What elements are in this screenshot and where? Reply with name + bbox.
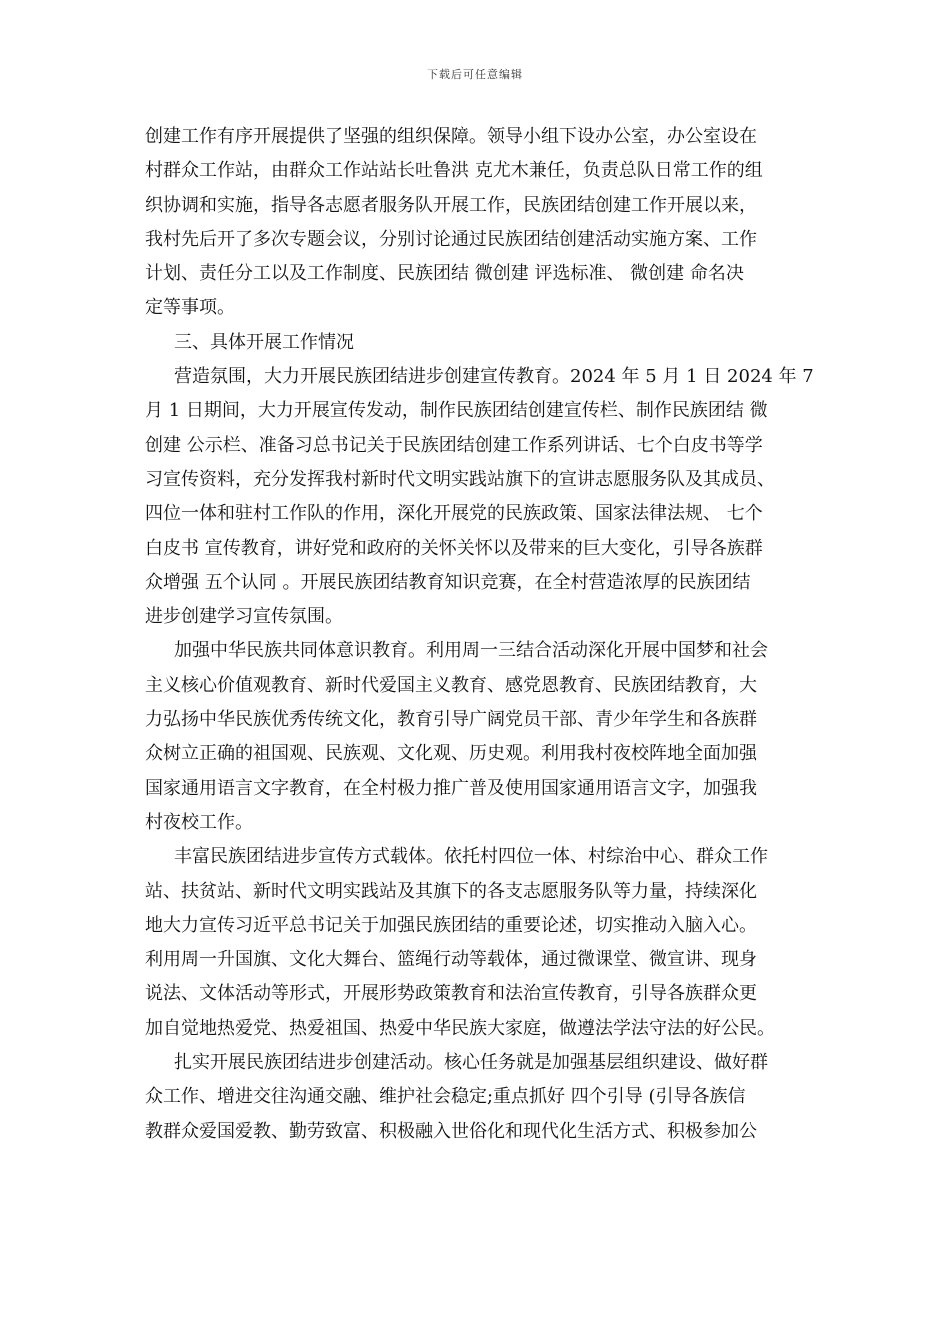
text-line: 加强中华民族共同体意识教育。利用周一三结合活动深化开展中国梦和社会 xyxy=(174,640,768,662)
text-line: 定等事项。 xyxy=(145,297,235,319)
text-line: 力弘扬中华民族优秀传统文化，教育引导广阔党员干部、青少年学生和各族群 xyxy=(145,709,757,731)
text-line: 习宣传资料，充分发挥我村新时代文明实践站旗下的宣讲志愿服务队及其成员、 xyxy=(145,468,775,490)
text-line: 加自觉地热爱党、热爱祖国、热爱中华民族大家庭，做遵法学法守法的好公民。 xyxy=(145,1017,775,1039)
text-line: 众增强 五个认同 。开展民族团结教育知识竞赛，在全村营造浓厚的民族团结 xyxy=(145,571,751,593)
text-line: 丰富民族团结进步宣传方式载体。依托村四位一体、村综治中心、群众工作 xyxy=(174,846,768,868)
text-line: 地大力宣传习近平总书记关于加强民族团结的重要论述，切实推动入脑入心。 xyxy=(145,914,757,936)
text-line: 村夜校工作。 xyxy=(145,811,253,833)
text-line: 四位一体和驻村工作队的作用，深化开展党的民族政策、国家法律法规、 七个 xyxy=(145,503,763,525)
text-line: 营造氛围，大力开展民族团结进步创建宣传教育。2024 年 5 月 1 日 2024 年 7 xyxy=(174,366,814,388)
text-line: 国家通用语言文字教育，在全村极力推广普及使用国家通用语言文字，加强我 xyxy=(145,777,757,799)
text-line: 月 1 日期间，大力开展宣传发动，制作民族团结创建宣传栏、制作民族团结 微 xyxy=(145,400,768,422)
text-line: 众树立正确的祖国观、民族观、文化观、历史观。利用我村夜校阵地全面加强 xyxy=(145,743,757,765)
text-line: 计划、责任分工以及工作制度、民族团结 微创建 评选标准、 微创建 命名决 xyxy=(145,263,744,285)
text-line: 我村先后开了多次专题会议，分别讨论通过民族团结创建活动实施方案、工作 xyxy=(145,228,757,250)
document-body xyxy=(145,120,815,1149)
text-line: 创建工作有序开展提供了坚强的组织保障。领导小组下设办公室，办公室设在 xyxy=(145,126,757,147)
text-line: 白皮书 宣传教育，讲好党和政府的关怀关怀以及带来的巨大变化，引导各族群 xyxy=(145,537,763,559)
text-line: 说法、文体活动等形式，开展形势政策教育和法治宣传教育，引导各族群众更 xyxy=(145,983,757,1005)
text-line: 创建 公示栏、准备习总书记关于民族团结创建工作系列讲话、七个白皮书等学 xyxy=(145,434,763,456)
text-line: 三、具体开展工作情况 xyxy=(174,331,354,353)
text-line: 主义核心价值观教育、新时代爱国主义教育、感党恩教育、民族团结教育，大 xyxy=(145,674,757,696)
text-line: 众工作、增进交往沟通交融、维护社会稳定;重点抓好 四个引导 (引导各族信 xyxy=(145,1086,746,1108)
text-line: 利用周一升国旗、文化大舞台、篮绳行动等载体，通过微课堂、微宣讲、现身 xyxy=(145,949,757,971)
text-line: 扎实开展民族团结进步创建活动。核心任务就是加强基层组织建设、做好群 xyxy=(174,1052,768,1074)
text-line: 教群众爱国爱教、勤劳致富、积极融入世俗化和现代化生活方式、积极参加公 xyxy=(145,1120,757,1142)
text-line: 进步创建学习宣传氛围。 xyxy=(145,606,343,628)
download-edit-note: 下载后可任意编辑 xyxy=(427,68,523,81)
text-line: 织协调和实施，指导各志愿者服务队开展工作，民族团结创建工作开展以来， xyxy=(145,194,757,216)
text-line: 村群众工作站，由群众工作站站长吐鲁洪 克尤木兼任，负责总队日常工作的组 xyxy=(145,160,763,182)
text-line: 站、扶贫站、新时代文明实践站及其旗下的各支志愿服务队等力量，持续深化 xyxy=(145,880,757,902)
